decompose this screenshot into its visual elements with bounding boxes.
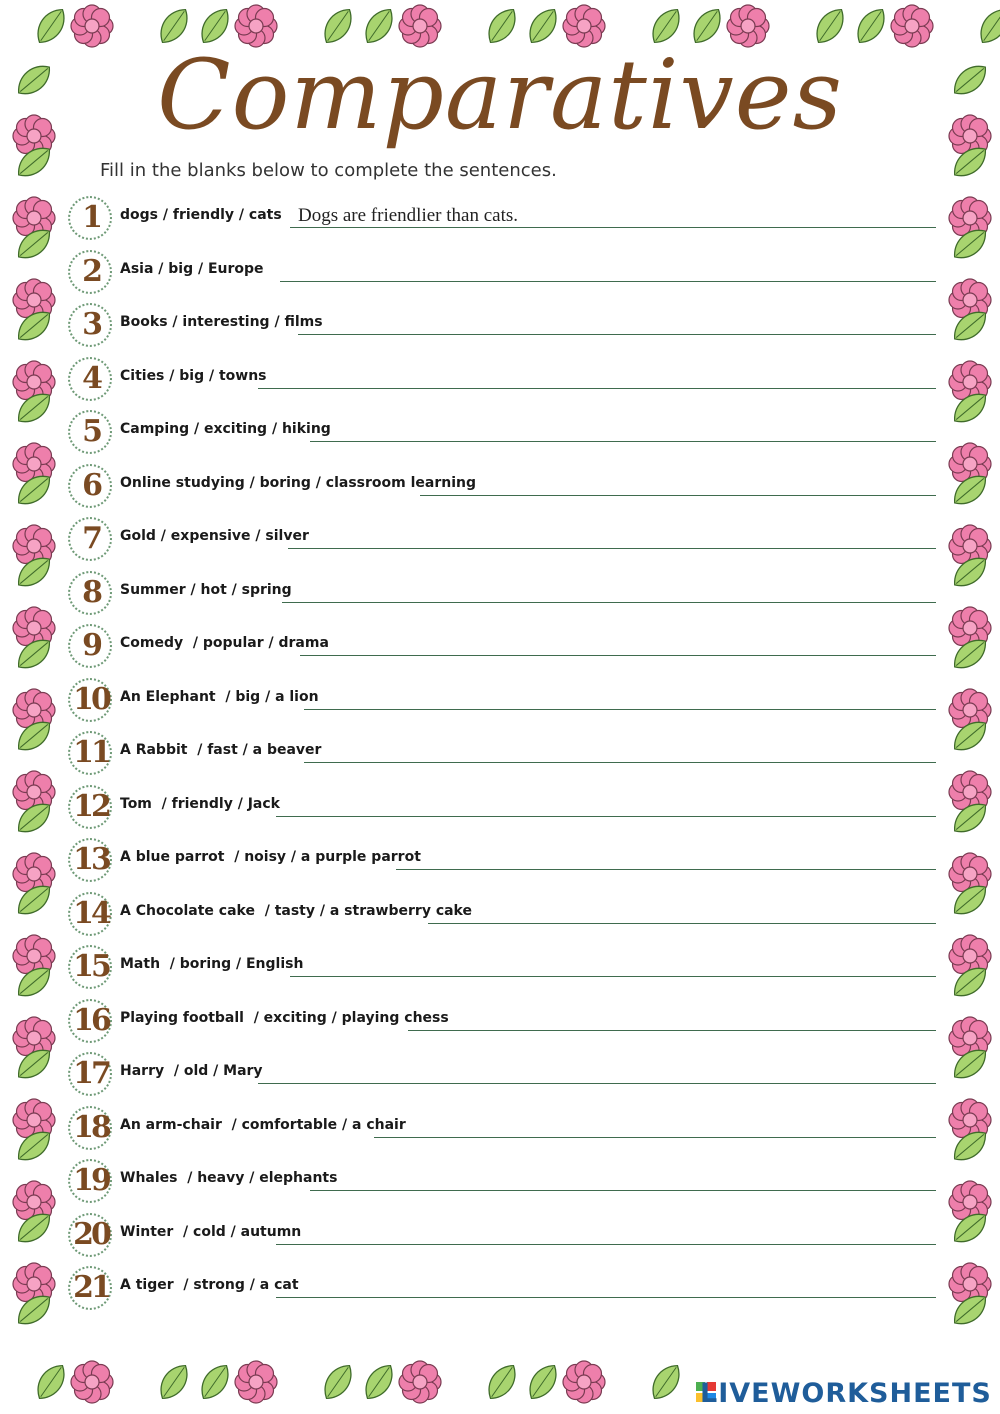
leaf-icon [359,1360,399,1405]
exercise-row [68,301,936,353]
exercise-row [68,836,936,888]
flower-icon [71,1361,113,1403]
exercise-row [68,355,936,407]
item-number: 21 [73,1270,109,1305]
exercise-row [68,676,936,728]
flower-icon [235,1361,277,1403]
item-prompt: Math / boring / English [120,956,304,972]
item-prompt: dogs / friendly / cats [120,207,282,223]
answer-field[interactable] [408,1008,936,1031]
item-number: 8 [82,574,100,610]
item-number: 1 [82,200,100,235]
item-number: 19 [73,1163,109,1198]
answer-field[interactable] [420,473,936,496]
answer-field[interactable] [304,687,936,710]
item-number: 9 [82,628,100,663]
item-prompt: Harry / old / Mary [120,1063,263,1079]
item-prompt: A tiger / strong / a cat [120,1277,299,1293]
leaf-icon [646,1360,686,1405]
exercise-row [68,1157,936,1209]
answer-field[interactable] [428,901,936,924]
exercise-row [68,622,936,674]
item-prompt: Comedy / popular / drama [120,635,329,651]
item-prompt: Playing football / exciting / playing chess [120,1009,449,1026]
leaf-icon [31,1360,71,1405]
item-prompt: Tom / friendly / Jack [120,795,280,812]
item-number: 17 [73,1056,109,1091]
item-number: 11 [73,735,109,770]
exercise-row [68,248,936,300]
item-number: 15 [73,949,109,984]
exercise-row [68,515,936,567]
item-prompt: Asia / big / Europe [120,260,264,277]
exercise-row [68,890,936,942]
leaf-icon [195,1360,235,1405]
item-prompt: Books / interesting / films [120,314,323,330]
item-number: 4 [82,360,100,396]
leaf-icon [154,1360,194,1405]
item-prompt: A Chocolate cake / tasty / a strawberry cake [120,902,472,919]
item-number: 5 [82,414,100,449]
answer-field[interactable] [304,740,936,763]
leaf-icon [318,1360,358,1405]
answer-field[interactable] [276,794,936,817]
leaf-icon [523,1360,563,1405]
exercise-row [68,997,936,1049]
exercise-row [68,569,936,621]
item-number: 2 [82,253,100,289]
item-number: 18 [73,1109,109,1145]
answer-field[interactable] [310,419,936,442]
item-prompt: A blue parrot / noisy / a purple parrot [120,849,421,865]
exercise-row [68,408,936,460]
answer-field[interactable] [310,1168,936,1191]
exercise-row [68,1211,936,1263]
leaf-icon [482,1360,522,1405]
answer-field[interactable] [290,954,936,977]
instructions: Fill in the blanks below to complete the sentences. [100,160,557,181]
watermark: LIVEWORKSHEETS [700,1378,992,1409]
answer-field[interactable] [276,1222,936,1245]
flower-icon [563,1361,605,1403]
answer-field[interactable] [258,1061,936,1084]
item-number: 13 [73,842,109,877]
answer-field[interactable] [276,1275,936,1298]
item-number: 6 [82,467,100,503]
item-prompt: Summer / hot / spring [120,581,292,598]
item-prompt: Camping / exciting / hiking [120,421,331,437]
page-title: Comparatives [157,39,843,151]
item-prompt: Gold / expensive / silver [120,528,309,544]
answer-field[interactable] [282,580,936,603]
item-number: 10 [73,681,109,717]
answer-field[interactable] [396,847,936,870]
exercise-row [68,943,936,995]
item-prompt: An Elephant / big / a lion [120,688,319,705]
exercise-row [68,1050,936,1102]
item-prompt: Online studying / boring / classroom learning [120,474,476,491]
item-number: 7 [82,521,100,556]
exercise-row [68,729,936,781]
item-number: 14 [73,895,109,931]
item-number: 20 [73,1216,109,1252]
answer-field[interactable] [298,312,936,335]
item-prompt: An arm-chair / comfortable / a chair [120,1116,406,1133]
answer-field[interactable] [300,633,936,656]
item-number: 16 [73,1002,109,1038]
answer-field[interactable] [374,1115,936,1138]
exercise-row [68,1264,936,1316]
answer-field[interactable] [258,366,936,389]
exercise-row [68,1104,936,1156]
item-prompt: Winter / cold / autumn [120,1223,302,1240]
item-prompt: A Rabbit / fast / a beaver [120,742,322,758]
item-prompt: Cities / big / towns [120,367,267,384]
item-number: 3 [82,307,100,342]
exercise-row [68,462,936,514]
exercise-row [68,194,936,246]
item-number: 12 [73,788,109,824]
item-prompt: Whales / heavy / elephants [120,1170,338,1186]
flower-icon [399,1361,441,1403]
answer-field[interactable] [280,259,936,282]
answer-field[interactable] [290,205,936,228]
exercise-row [68,783,936,835]
answer-field[interactable] [288,526,936,549]
